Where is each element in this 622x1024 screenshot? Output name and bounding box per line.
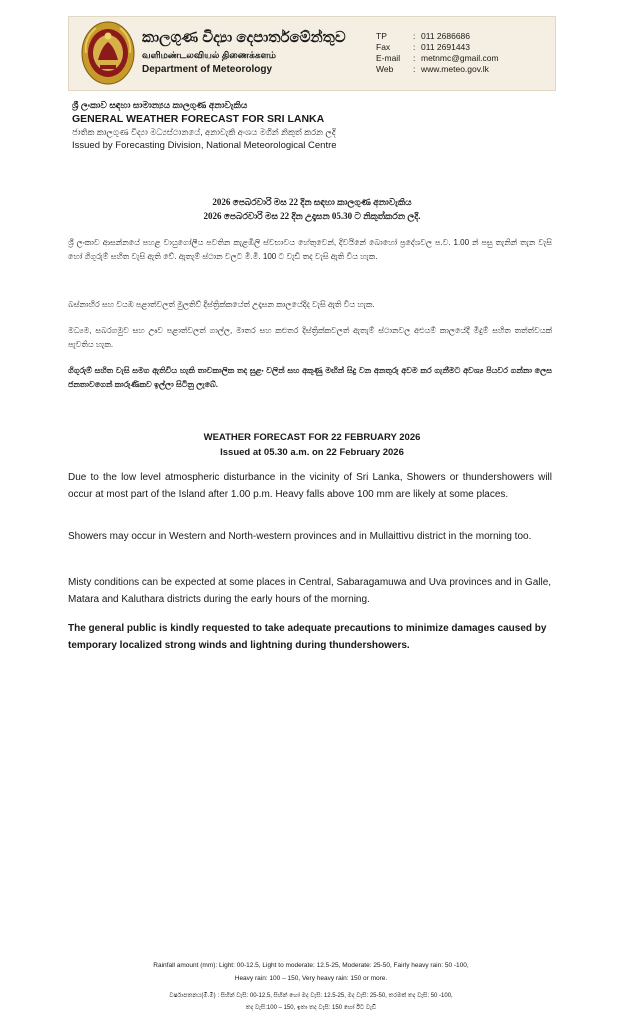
contact-details xyxy=(376,31,499,75)
contact-separator: : xyxy=(413,42,416,52)
contact-separator: : xyxy=(413,53,416,63)
title-sinhala: ශ්‍රී ලංකාව සඳහා සාමාන්‍යය කාලගුණ අනාවැකිය xyxy=(72,100,248,110)
sinhala-issue-time: 2026 පෙබරවාරි මස 22 දින උදෑසන 05.30 ට නිකුත්කරන ලදි. xyxy=(203,211,421,221)
issuer-english: Issued by Forecasting Division, National Meteorological Centre xyxy=(72,140,337,151)
letterhead-names xyxy=(142,29,346,77)
sinhala-paragraph-2: බස්නාහිර සහ වයඹ පළාත්වලත් මුලතිව් දිස්ත්‍රික්කයේත් උදෑසන කාලයේදිද වැසි ඇති විය හැක. xyxy=(68,300,375,309)
english-forecast-date: WEATHER FORECAST FOR 22 FEBRUARY 2026 xyxy=(203,432,421,443)
english-paragraph-2: Showers may occur in Western and North-western provinces and in Mullaittivu district in the morning too. xyxy=(68,531,532,542)
department-name-english: Department of Meteorology xyxy=(142,64,273,75)
sinhala-forecast-date: 2026 පෙබරවාරි මස 22 දින සඳහා කාලගුණ අනාවැකිය xyxy=(212,197,412,207)
contact-label: E-mail xyxy=(376,53,401,63)
contact-row-fax xyxy=(376,42,499,53)
title-english: GENERAL WEATHER FORECAST FOR SRI LANKA xyxy=(72,113,325,125)
english-paragraph-1: Due to the low level atmospheric disturbance in the vicinity of Sri Lanka, Showers or thundershowers will occur at most part of the Island after 1.00 p.m. Heavy falls above 100 mm are likely at some places. xyxy=(68,472,552,500)
contact-value: 011 2686686 xyxy=(421,31,471,41)
contact-label: TP xyxy=(376,31,387,41)
contact-separator: : xyxy=(413,64,416,74)
rainfall-legend-line: Rainfall amount (mm): Light: 00-12.5, Light to moderate: 12.5-25, Moderate: 25-50, Fairly heavy rain: 50 -100, xyxy=(153,962,469,969)
contact-value: metnmc@gmail.com xyxy=(421,53,499,63)
sinhala-paragraph-3: මධ්‍යම, සබරගමුව සහ ඌව පළාත්වලත් ගාල්ල, මාතර සහ කළුතර දිස්ත්‍රික්කවලත් ඇතැම් ස්ථානවල අළුයම් කාලයේදී මීදුම් සහිත තත්ත්වයක් පැවතිය හැක. xyxy=(68,326,552,349)
english-forecast-heading xyxy=(72,430,552,460)
sinhala-paragraph-1: ශ්‍රී ලංකාව ආසන්නයේ පහළ වායුගෝලීය පවතින කැළඹිලි ස්වභාවය හේතුවෙන්, දිවයිනේ බොහෝ ප්‍රදේශවල ප.ව. 1.00 න් පසු තැනින් තැන වැසි හෝ ගිගුරුම් සහිත වැසි ඇති වේ. ඇතැම් ස්ථාන වලට මි.මී. 100 ට වැඩි තද වැසි ඇති විය හැක. xyxy=(68,238,552,261)
contact-separator: : xyxy=(413,31,416,41)
issuer-sinhala: ජාතික කාලගුණ විද්‍යා මධ්‍යස්ථානයේ, අනාවැකි අංශය මගින් නිකුත් කරන ලදි xyxy=(72,127,336,137)
rainfall-legend-sinhala xyxy=(104,990,518,1014)
contact-value: www.meteo.gov.lk xyxy=(421,64,489,74)
sinhala-precaution-notice: ගිගුරුම් සහිත වැසි සමග ඇතිවිය හැකි තාවකාලික තද සුළං වලින් සහ අකුණු මඟින් සිදු වන අනතුරු අවම කර ගැනීමට අවශ්‍ය පියවර ගන්නා ලෙස ජනතාවගෙන් කාරුණිකව ඉල්ලා සිටිනු ලැබේ. xyxy=(68,366,552,389)
rainfall-legend-line: තද වැසි:100 – 150, ඉතා තද වැසි: 150 හෝ ඊට වැඩි xyxy=(245,1005,377,1011)
national-emblem-icon xyxy=(80,20,136,86)
english-issue-time: Issued at 05.30 a.m. on 22 February 2026 xyxy=(220,447,404,458)
english-paragraph-3: Misty conditions can be expected at some places in Central, Sabaragamuwa and Uva provinces and in Galle, Matara and Kaluthara districts during the early hours of the morning. xyxy=(68,577,552,605)
contact-value: 011 2691443 xyxy=(421,42,471,52)
contact-row-web xyxy=(376,64,499,75)
contact-label: Web xyxy=(376,64,394,74)
contact-row-tp xyxy=(376,31,499,42)
rainfall-legend-line: Heavy rain: 100 – 150, Very heavy rain: 150 or more. xyxy=(234,975,388,982)
english-precaution-notice: The general public is kindly requested to take adequate precautions to minimize damages caused by temporary localized strong winds and lightning during thundershowers. xyxy=(68,623,547,651)
department-name-sinhala: කාලගුණ විද්‍යා දෙපාර්තමේන්තුව xyxy=(142,29,346,46)
contact-row-email xyxy=(376,53,499,64)
sinhala-forecast-heading xyxy=(72,195,552,223)
document-title-block xyxy=(72,99,337,152)
rainfall-legend-line: වර්ෂාපතනය(මි.මී) : සිහින් වැසි: 00-12.5, සිහින් හෝ මද වැසි: 12.5-25, මද වැසි: 25-50, තරමක් තද වැසි: 50 -100, xyxy=(169,993,453,999)
department-name-tamil: வளிமண்டலவியல் திணைக்களம் xyxy=(142,50,277,60)
rainfall-legend-english xyxy=(100,959,522,985)
contact-label: Fax xyxy=(376,42,391,52)
